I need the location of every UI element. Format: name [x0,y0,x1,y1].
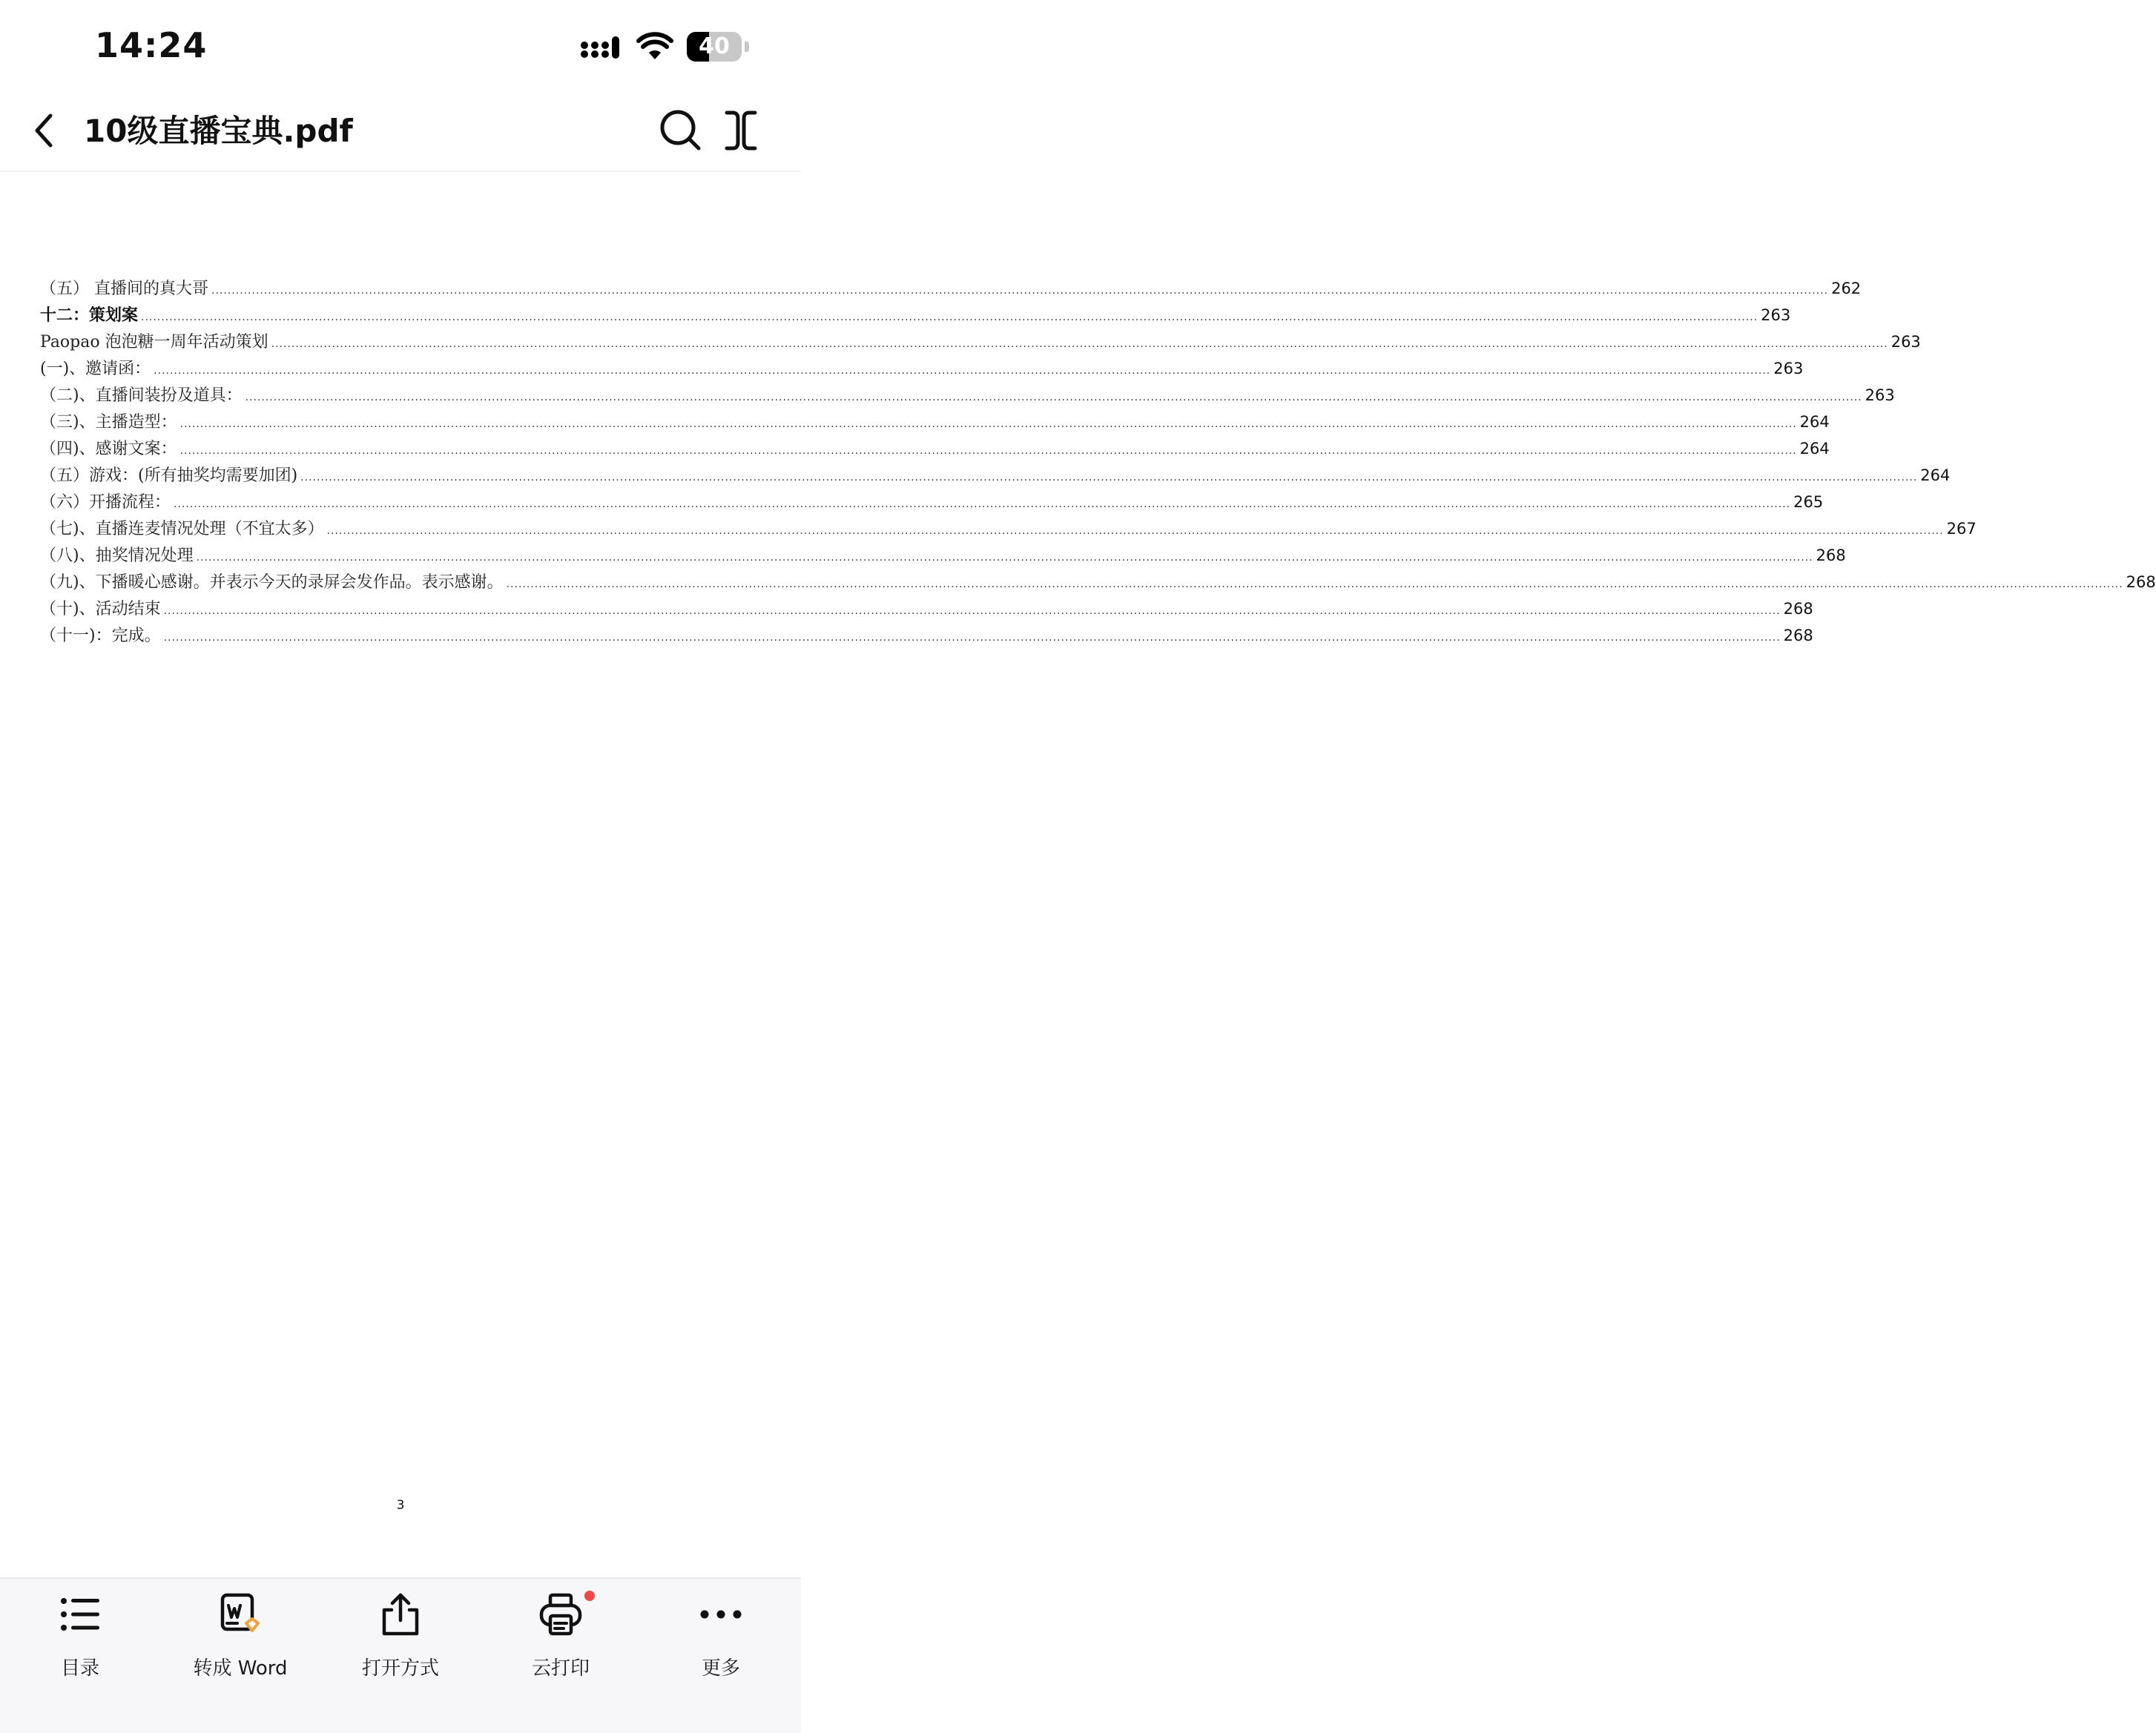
toc-leader-dots: ................................................................................................................................................................................................................................................................................................................................................................................................................ [196,552,1813,564]
toc-entry[interactable] [40,543,1846,570]
toc-entry[interactable] [40,570,2156,596]
status-bar [0,0,801,89]
battery-icon [687,32,742,62]
notification-dot [584,1591,595,1601]
toc-entry-page: 263 [1773,360,1804,377]
toc-entry[interactable] [40,623,1813,650]
toc-entry-title: （二)、直播间装扮及道具： [40,386,243,405]
toc-entry-page: 268 [1783,627,1813,644]
toc-entry[interactable] [40,436,1830,463]
toc-entry-page: 264 [1799,413,1830,431]
toc-entry-title: （三)、主播造型： [40,413,177,432]
toc-entry-page: 265 [1793,493,1824,511]
toc-entry[interactable] [40,409,1830,436]
convert-word-button[interactable] [160,1579,320,1690]
document-title: 10级直播宝典.pdf [84,113,353,149]
toc-entry[interactable] [40,276,1862,303]
toc-entry[interactable] [40,489,1824,516]
toc-leader-dots: ................................................................................................................................................................................................................................................................................................................................................................................................................ [179,418,1797,430]
open-with-label: 打开方式 [361,1657,439,1680]
toc-leader-dots: ................................................................................................................................................................................................................................................................................................................................................................................................................ [179,445,1797,457]
battery-level: 40 [699,33,730,59]
toc-entry-title: （九)、下播暖心感谢。并表示今天的录屏会发作品。表示感谢。 [40,573,504,592]
toc-entry-title: （四)、感谢文案： [40,440,177,458]
page-number: 3 [396,1498,405,1513]
toc-entry[interactable] [40,383,1895,409]
more-button[interactable] [641,1579,801,1690]
toc-entry-title: 十二：策划案 [40,306,139,325]
toc-entry-title: （五）游戏：(所有抽奖均需要加团) [40,466,298,485]
toc-entry-page: 268 [1816,547,1846,564]
toc-entry[interactable] [40,329,1921,356]
toc-entry-title: （十一)：完成。 [40,627,161,645]
toc-leader-dots: ................................................................................................................................................................................................................................................................................................................................................................................................................ [271,338,1888,350]
toc-leader-dots: ................................................................................................................................................................................................................................................................................................................................................................................................................ [163,605,1781,617]
back-arrow-icon[interactable] [27,108,59,153]
signal-icon [580,33,623,60]
status-time: 14:24 [95,25,208,65]
toc-leader-dots: ................................................................................................................................................................................................................................................................................................................................................................................................................ [300,472,1918,483]
status-icons [580,28,749,65]
search-icon[interactable] [659,108,702,151]
battery-tip [745,42,749,52]
cloud-print-button[interactable] [481,1579,641,1690]
fit-width-icon[interactable] [724,108,758,153]
toc-button[interactable] [0,1579,160,1690]
toc-entry[interactable] [40,516,1977,543]
toc-leader-dots: ................................................................................................................................................................................................................................................................................................................................................................................................................ [506,578,2123,590]
toc-entry-title: （六）开播流程： [40,493,171,512]
toc-entry-page: 263 [1761,306,1791,324]
toc-entry-title: （八)、抽奖情况处理 [40,547,194,565]
toc-entry-page: 263 [1890,333,1921,351]
more-label: 更多 [701,1657,740,1680]
toc-entry-page: 264 [1799,440,1830,458]
toc-entry[interactable] [40,596,1813,623]
toc-entry-title: （五） 直播间的真大哥 [40,280,208,298]
toc-entry-page: 268 [1783,600,1813,618]
list-icon [56,1591,104,1638]
toc-entry[interactable] [40,463,1951,489]
toc-leader-dots: ................................................................................................................................................................................................................................................................................................................................................................................................................ [174,498,1791,510]
convert-word-label: 转成 Word [193,1657,288,1680]
toc-entry-page: 264 [1920,466,1951,484]
toc-entry[interactable] [40,303,1791,329]
toc-entry[interactable] [40,356,1804,383]
toc-entry-title: （七)、直播连麦情况处理（不宜太多） [40,520,324,538]
wifi-icon [636,33,673,61]
toc-entry-title: Paopao 泡泡糖一周年活动策划 [40,333,268,351]
bottom-toolbar [0,1577,801,1733]
toc-entry-title: (一)、邀请函： [40,360,151,378]
cloud-print-label: 云打印 [531,1657,590,1680]
toc-entry-page: 262 [1831,280,1862,297]
pdf-page[interactable] [0,172,2156,1577]
share-icon [377,1591,424,1638]
toc-entry-title: （十)、活动结束 [40,600,161,618]
toc-entry-page: 263 [1865,386,1895,404]
toc-label: 目录 [60,1657,99,1680]
toc-leader-dots: ................................................................................................................................................................................................................................................................................................................................................................................................................ [245,392,1862,403]
toc-leader-dots: ................................................................................................................................................................................................................................................................................................................................................................................................................ [154,365,1771,377]
word-convert-icon [217,1591,264,1638]
toc-leader-dots: ................................................................................................................................................................................................................................................................................................................................................................................................................ [141,311,1758,323]
open-with-button[interactable] [320,1579,481,1690]
toc-leader-dots: ................................................................................................................................................................................................................................................................................................................................................................................................................ [163,632,1781,644]
toc-leader-dots: ................................................................................................................................................................................................................................................................................................................................................................................................................ [326,525,1944,537]
printer-icon [537,1591,584,1638]
toc-leader-dots: ................................................................................................................................................................................................................................................................................................................................................................................................................ [211,285,1829,297]
nav-bar [0,89,801,172]
toc-entry-page: 268 [2126,573,2156,591]
table-of-contents [40,276,2156,650]
more-icon [697,1591,745,1638]
toc-entry-page: 267 [1946,520,1977,538]
